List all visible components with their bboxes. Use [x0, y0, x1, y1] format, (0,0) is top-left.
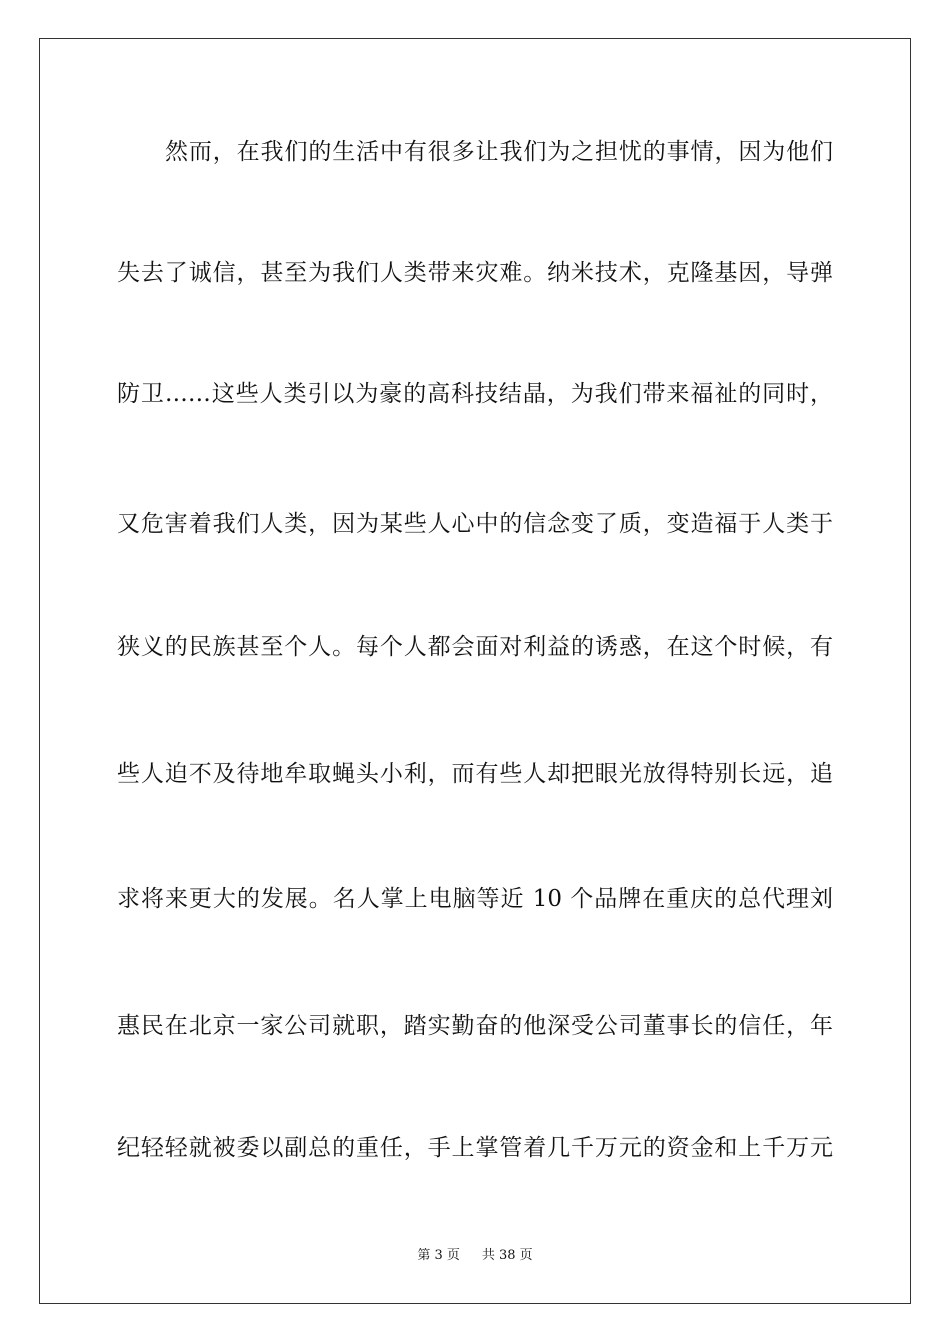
page-number: 第 3 页 — [417, 1248, 460, 1263]
text-line: 求将来更大的发展。名人掌上电脑等近 10 个品牌在重庆的总代理刘 — [117, 886, 833, 912]
text-line: 防卫……这些人类引以为豪的高科技结晶，为我们带来福祉的同时， — [117, 381, 833, 407]
text-line: 些人迫不及待地牟取蝇头小利，而有些人却把眼光放得特别长远，追 — [117, 761, 833, 787]
text-line: 纪轻轻就被委以副总的重任，手上掌管着几千万元的资金和上千万元 — [117, 1135, 833, 1161]
text-line: 又危害着我们人类，因为某些人心中的信念变了质，变造福于人类于 — [117, 511, 833, 537]
text-line: 失去了诚信，甚至为我们人类带来灾难。纳米技术，克隆基因，导弹 — [117, 260, 833, 286]
text-line: 然而，在我们的生活中有很多让我们为之担忧的事情，因为他们 — [165, 139, 833, 165]
text-line: 惠民在北京一家公司就职，踏实勤奋的他深受公司董事长的信任，年 — [117, 1013, 833, 1039]
text-line: 狭义的民族甚至个人。每个人都会面对利益的诱惑，在这个时候，有 — [117, 634, 833, 660]
total-pages: 共 38 页 — [481, 1248, 533, 1263]
page-footer — [0, 1247, 950, 1265]
page-border — [39, 38, 911, 1304]
